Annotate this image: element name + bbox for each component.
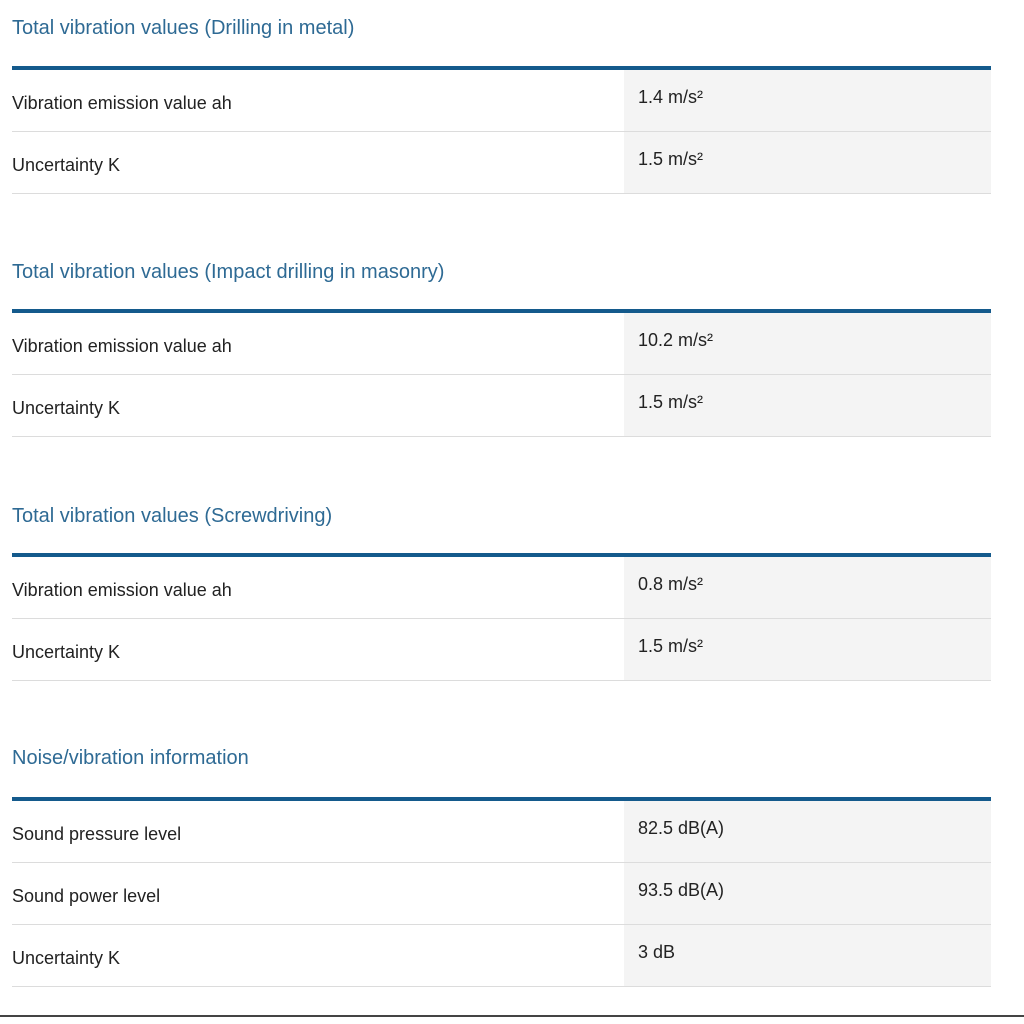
row-label: Sound pressure level <box>12 824 182 844</box>
row-value: 1.5 m/s² <box>624 619 991 680</box>
row-value: 0.8 m/s² <box>624 557 991 618</box>
table-row <box>12 801 991 863</box>
spec-table <box>12 309 991 437</box>
table-row <box>12 132 991 194</box>
table-row <box>12 313 991 375</box>
table-row <box>12 925 991 987</box>
section-title: Noise/vibration information <box>12 747 249 769</box>
row-value: 1.5 m/s² <box>624 132 991 193</box>
table-row <box>12 619 991 681</box>
spec-table <box>12 797 991 987</box>
spec-table <box>12 66 991 194</box>
row-value: 1.5 m/s² <box>624 375 991 436</box>
row-label: Uncertainty K <box>12 642 121 662</box>
section-title: Total vibration values (Screwdriving) <box>12 505 333 527</box>
table-row <box>12 863 991 925</box>
section-title: Total vibration values (Drilling in metal) <box>12 17 355 39</box>
section-impact-drilling-in-masonry <box>12 258 991 418</box>
row-value: 82.5 dB(A) <box>624 801 991 862</box>
row-value: 3 dB <box>624 925 991 986</box>
row-value: 10.2 m/s² <box>624 313 991 374</box>
row-label: Vibration emission value ah <box>12 580 232 600</box>
row-label: Vibration emission value ah <box>12 336 232 356</box>
table-row <box>12 557 991 619</box>
row-label: Sound power level <box>12 886 161 906</box>
bottom-divider <box>0 1015 1024 1017</box>
row-label: Uncertainty K <box>12 948 121 968</box>
row-value: 1.4 m/s² <box>624 70 991 131</box>
section-screwdriving <box>12 502 991 662</box>
row-label: Vibration emission value ah <box>12 93 232 113</box>
table-row <box>12 375 991 437</box>
row-label: Uncertainty K <box>12 398 121 418</box>
table-row <box>12 70 991 132</box>
row-label: Uncertainty K <box>12 155 121 175</box>
section-noise-vibration-information <box>12 744 991 968</box>
spec-table <box>12 553 991 681</box>
row-value: 93.5 dB(A) <box>624 863 991 924</box>
section-title: Total vibration values (Impact drilling in masonry) <box>12 261 445 283</box>
section-drilling-in-metal <box>12 14 991 175</box>
